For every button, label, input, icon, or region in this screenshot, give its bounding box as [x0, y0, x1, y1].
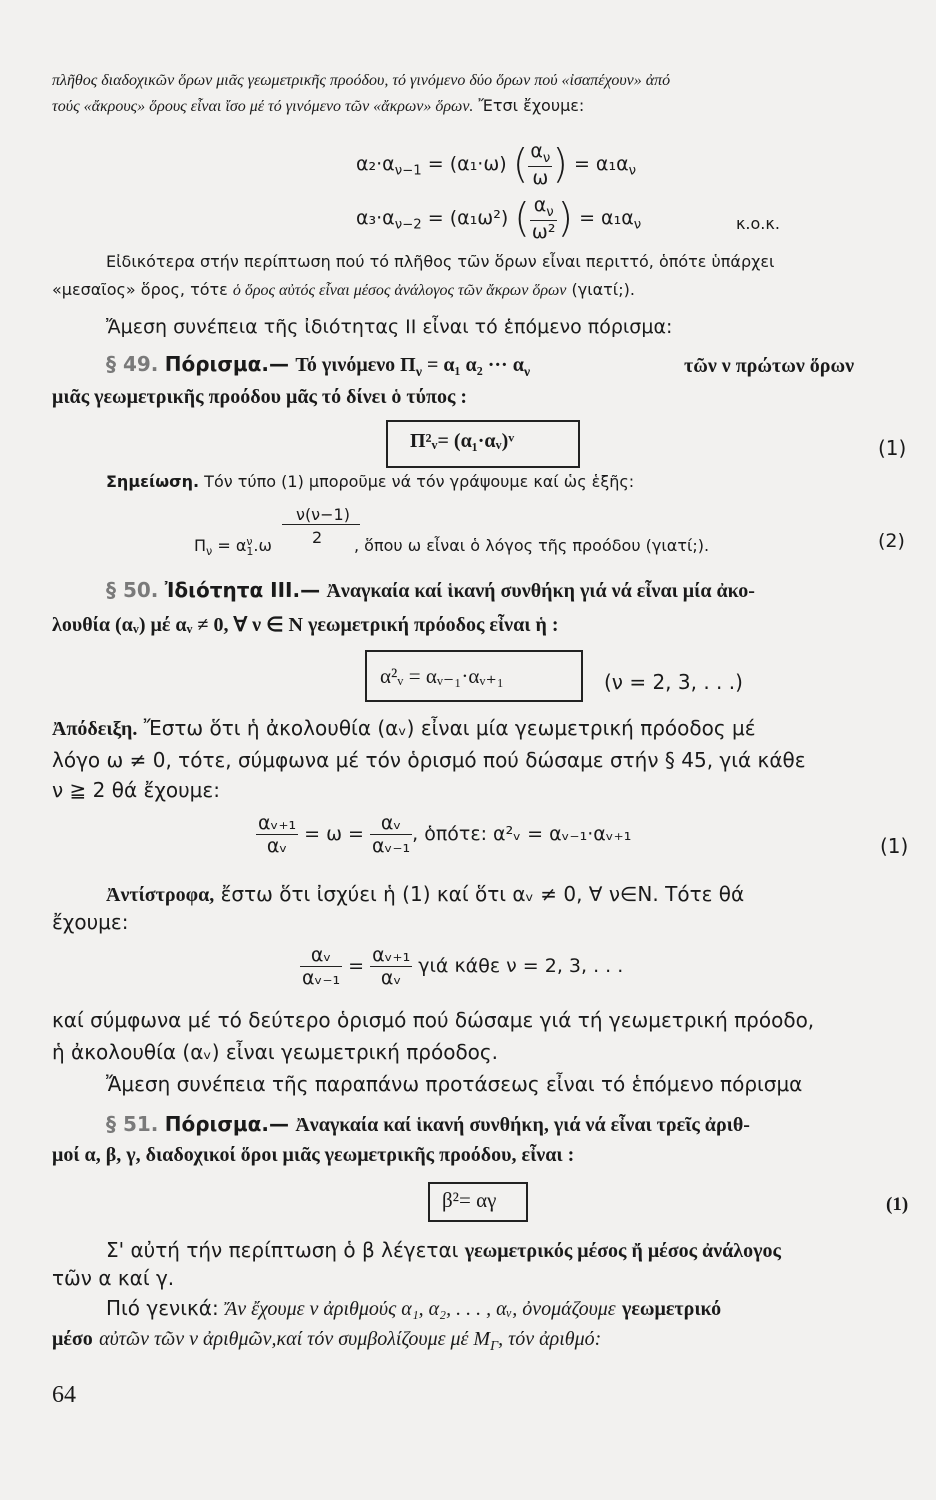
note-exp-den: 2 — [312, 528, 323, 547]
s51-line-1: Ἀναγκαία καί ἱκανή συνθήκη, γιά νά εἶναι τρεῖς ἀριθ- — [295, 1114, 750, 1136]
note-formula-tail: , ὅπου ω εἶναι ὁ λόγος τῆς προόδου (γιατί;). — [354, 536, 710, 555]
s51-number: § 51. — [106, 1112, 159, 1136]
note-text: Τόν τύπο (1) μποροῦμε νά τόν γράψουμε καί ὡς ἑξῆς: — [204, 472, 635, 491]
after51-line-2: τῶν α καί γ. — [52, 1266, 175, 1290]
eq2-kok: κ.ο.κ. — [736, 214, 780, 233]
converse-line-3: καί σύμφωνα μέ τό δεύτερο ὁρισμό πού δώσαμε γιά τή γεωμετρική πρόοδο, — [52, 1008, 815, 1032]
consequence-1: Ἄμεση συνέπεια τῆς ἰδιότητας ΙΙ εἶναι τό ἑπόμενο πόρισμα: — [106, 316, 673, 338]
s50-line-1: Ἀναγκαία καί ἱκανή συνθήκη γιά νά εἶναι μία ἀκο- — [326, 580, 755, 602]
s51-line-2: μοί α, β, γ, διαδοχικοί ὅροι μιᾶς γεωμετρικῆς προόδου, εἶναι : — [52, 1144, 575, 1166]
general-line-1: Πιό γενικά: Ἄν ἔχουμε ν ἀριθμούς α₁, α₂, . . . , αᵥ, ὀνομάζουμε γεωμετρικό — [106, 1296, 722, 1320]
eq2-fraction: $\frac{\alpha_\nu}{\text{ω²}}$ — [531, 194, 556, 243]
eq2-mid: = (α₁ω²) — [427, 206, 509, 229]
s50-formula: α²ᵥ = αᵥ₋₁·αᵥ₊₁ — [380, 664, 504, 688]
general-italic-1: Ἄν ἔχουμε ν ἀριθμούς α₁, α₂, . . . , αᵥ, ὀνομάζουμε — [225, 1298, 616, 1320]
converse-eq-tail: γιά κάθε ν = 2, 3, . . . — [418, 955, 624, 977]
note-exp-num: ν(ν−1) — [296, 505, 350, 524]
s49-text-1: Τό γινόμενο $\Pi_\nu = \alpha_1$ α₂ ··· $\alpha_\nu$ — [295, 354, 531, 380]
after51-bold: γεωμετρικός μέσος ἤ μέσος ἀνάλογος — [464, 1240, 781, 1262]
eq2-lhs: α₃·α — [356, 206, 395, 229]
converse-head: Ἀντίστροφα, — [106, 884, 215, 906]
proof-eq-tail: , ὁπότε: α²ᵥ = αᵥ₋₁·αᵥ₊₁ — [412, 823, 632, 845]
s50-condition: (ν = 2, 3, . . .) — [604, 670, 743, 694]
after51-line-1: Σ' αὐτή τήν περίπτωση ὁ β λέγεται γεωμετρικός μέσος ἤ μέσος ἀνάλογος — [106, 1238, 781, 1262]
proof-line-2: λόγο ω ≠ 0, τότε, σύμφωνα μέ τόν ὁρισμό πού δώσαμε στήν § 45, γιά κάθε — [52, 748, 806, 772]
note-head: Σημείωση. — [106, 472, 200, 491]
s51-label: (1) — [886, 1194, 909, 1215]
intro-equation-1: $\alpha_2\cdot\alpha_{\nu-1} = (\alpha_1\cdot\omega)$ ( $\frac{\alpha_\nu}{\omega}$ ) = $\alpha_1\alpha_\nu$ — [356, 140, 637, 189]
s51-formula: β²= αγ — [442, 1188, 497, 1212]
eq1-rhs: = α₁α — [573, 152, 629, 175]
intro-line-2 — [52, 96, 584, 116]
intro-line-2-tail: Ἔτσι ἔχουμε: — [478, 96, 585, 115]
consequence-2: Ἄμεση συνέπεια τῆς παραπάνω προτάσεως εἶναι τό ἑπόμενο πόρισμα — [106, 1072, 803, 1096]
proof-line-3: ν ≧ 2 θά ἔχουμε: — [52, 778, 220, 802]
note-label: (2) — [878, 530, 905, 552]
converse-line-4: ἡ ἀκολουθία (αᵥ) εἶναι γεωμετρική πρόοδος. — [52, 1040, 499, 1064]
converse-line-1 — [106, 882, 744, 907]
proof-eq-mid: = ω = — [304, 823, 364, 845]
s49-formula: Π²ᵥ= (α₁·αᵥ)ᵛ — [410, 430, 515, 452]
converse-fraction-2: $\frac{\text{αᵥ₊₁}}{\text{αᵥ}}$ — [372, 944, 411, 989]
special-italic: ὁ ὅρος αὐτός εἶναι μέσος ἀνάλογος τῶν ἄκρων ὅρων — [232, 282, 567, 299]
proof-fraction-1: $\frac{\text{αᵥ₊₁}}{\text{αᵥ}}$ — [258, 812, 297, 857]
s50-line-2: λουθία (αᵥ) μέ αᵥ ≠ 0, ∀ ν ∈ Ν γεωμετρική πρόοδος εἶναι ἡ : — [52, 614, 559, 636]
proof-line-1 — [52, 716, 756, 741]
proof-text-1: Ἔστω ὅτι ἡ ἀκολουθία (αᵥ) εἶναι μία γεωμετρική πρόοδος μέ — [143, 716, 756, 740]
s51-title: Πόρισμα.— — [164, 1112, 289, 1136]
proof-equation — [256, 812, 631, 857]
s49-text-2: τῶν ν πρώτων ὅρων — [684, 355, 855, 377]
converse-text-1: ἔστω ὅτι ἰσχύει ἡ (1) καί ὅτι αᵥ ≠ 0, ∀ ν∈Ν. Τότε θά — [220, 882, 745, 906]
s51-heading — [106, 1112, 750, 1137]
eq1-lhs: α₂·α — [356, 152, 395, 175]
note-formula: $\Pi_\nu = \alpha$ ν 1 .ω — [194, 534, 272, 559]
converse-equation: $\frac{\text{αᵥ}}{\text{αᵥ₋₁}}$ = $\frac{\text{αᵥ₊₁}}{\text{αᵥ}}$ γιά κάθε ν = 2, 3, . . . — [302, 944, 624, 989]
converse-fraction-1: $\frac{\text{αᵥ}}{\text{αᵥ₋₁}}$ — [302, 944, 341, 989]
s49-heading — [106, 352, 530, 381]
note-line — [106, 472, 634, 491]
special-line-1: Εἰδικότερα στήν περίπτωση πού τό πλῆθος τῶν ὅρων εἶναι περιττό, ὁπότε ὑπάρχει — [106, 252, 775, 271]
note-exp-bar — [282, 524, 360, 525]
intro-equation-2: $\alpha_3\cdot\alpha_{\nu-2} = (\alpha_1\omega^2)$ ( $\frac{\alpha_\nu}{\text{ω²}}$ ) = $\alpha_1\alpha_\nu$ — [356, 194, 642, 243]
eq2-rhs: = α₁α — [579, 206, 634, 229]
page-number: 64 — [52, 1382, 76, 1408]
s49-label: (1) — [878, 436, 907, 460]
s50-number: § 50. — [106, 578, 159, 602]
s49-line-2: μιᾶς γεωμετρικῆς προόδου μᾶς τό δίνει ὁ τύπος : — [52, 386, 468, 408]
special-line-2: «μεσαῖος» ὅρος, τότε ὁ ὅρος αὐτός εἶναι μέσος ἀνάλογος τῶν ἄκρων ὅρων (γιατί;). — [52, 280, 635, 299]
intro-line-1: πλῆθος διαδοχικῶν ὅρων μιᾶς γεωμετρικῆς προόδου, τό γινόμενο δύο ὅρων πού «ἰσαπέχουν» ἀπό — [52, 72, 671, 89]
eq1-fraction: $\frac{\alpha_\nu}{\omega}$ — [530, 140, 551, 189]
proof-fraction-2: $\frac{\text{αᵥ}}{\text{αᵥ₋₁}}$ — [372, 812, 411, 857]
proof-head: Ἀπόδειξη. — [52, 718, 138, 740]
converse-line-2: ἔχουμε: — [52, 910, 129, 934]
eq1-lhs-sub: ν−1 — [394, 163, 422, 179]
general-italic-2: αὐτῶν τῶν ν ἀριθμῶν,καί τόν συμβολίζουμε μέ $M_\Gamma$, τόν ἀριθμό: — [99, 1328, 602, 1354]
proof-label: (1) — [880, 834, 909, 858]
eq1-mid: = (α₁·ω) — [427, 152, 507, 175]
s49-number: § 49. — [106, 352, 159, 376]
general-line-2: μέσο αὐτῶν τῶν ν ἀριθμῶν,καί τόν συμβολίζουμε μέ $M_\Gamma$, τόν ἀριθμό: — [52, 1328, 602, 1354]
s49-title: Πόρισμα.— — [164, 352, 289, 376]
general-bold-1: γεωμετρικό — [622, 1298, 722, 1320]
s50-heading — [106, 578, 755, 603]
intro-line-2-text: τούς «ἄκρους» ὅρους εἶναι ἴσο μέ τό γινόμενο τῶν «ἄκρων» ὅρων. — [52, 98, 474, 115]
s50-title: Ἰδιότητα ΙΙΙ.— — [164, 578, 321, 602]
